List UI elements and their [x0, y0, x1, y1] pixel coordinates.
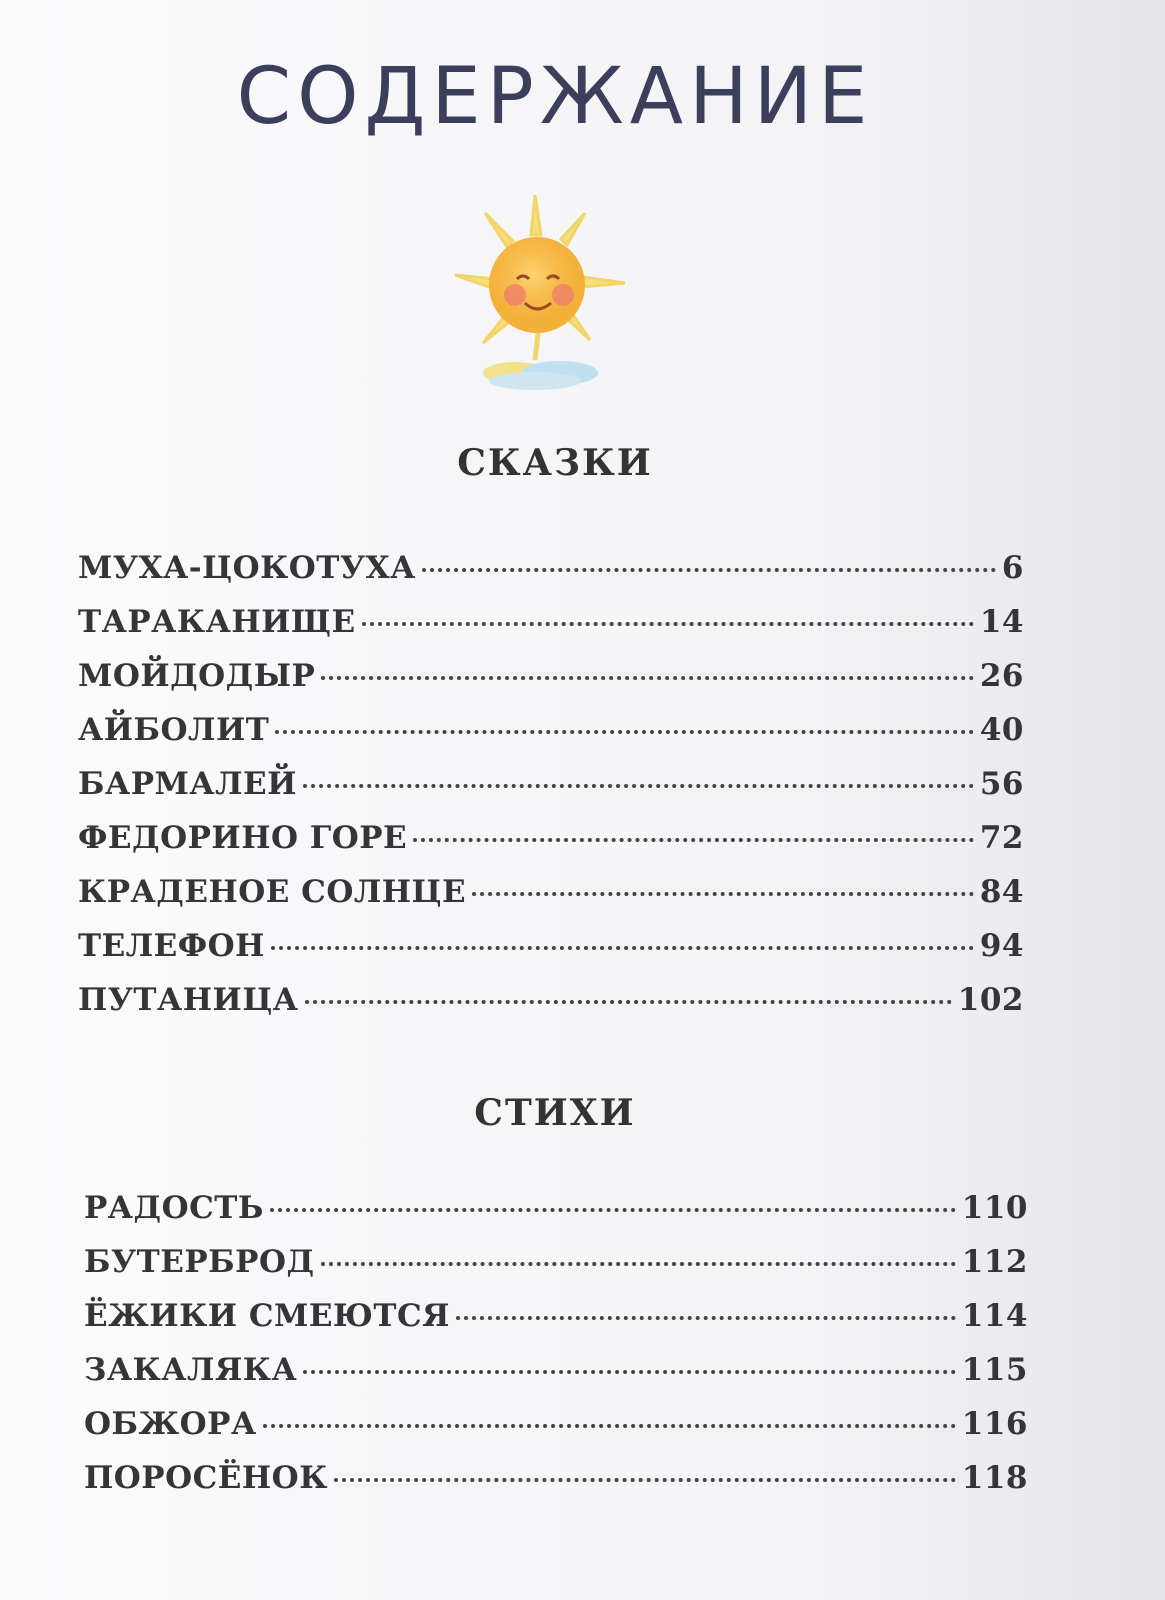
- toc-item[interactable]: [78, 982, 1024, 1036]
- dot-leader: [275, 730, 974, 734]
- toc-item-page: 116: [961, 1406, 1028, 1442]
- toc-item[interactable]: [78, 766, 1024, 820]
- toc-item-page: 110: [961, 1190, 1028, 1226]
- toc-item[interactable]: [84, 1244, 1028, 1298]
- toc-item[interactable]: [78, 928, 1024, 982]
- dot-leader: [305, 1000, 952, 1004]
- dot-leader: [321, 1262, 956, 1266]
- toc-item-page: 26: [979, 658, 1024, 694]
- dot-leader: [413, 838, 974, 842]
- toc-item[interactable]: [84, 1190, 1028, 1244]
- toc-item[interactable]: [84, 1298, 1028, 1352]
- toc-item-title: АЙБОЛИТ: [78, 712, 270, 748]
- toc-item-page: 56: [979, 766, 1024, 802]
- toc-item-title: ТЕЛЕФОН: [78, 928, 265, 964]
- toc-item-title: ФЕДОРИНО ГОРЕ: [78, 820, 408, 856]
- toc-item[interactable]: [78, 604, 1024, 658]
- toc-item[interactable]: [84, 1352, 1028, 1406]
- toc-list-skazki: [78, 550, 1024, 1036]
- toc-item-page: 6: [1001, 550, 1024, 586]
- toc-item-title: ОБЖОРА: [84, 1406, 257, 1442]
- page-title: СОДЕРЖАНИЕ: [236, 52, 874, 142]
- toc-item-title: МУХА-ЦОКОТУХА: [78, 550, 416, 586]
- dot-leader: [362, 622, 974, 626]
- toc-item-title: КРАДЕНОЕ СОЛНЦЕ: [78, 874, 467, 910]
- dot-leader: [263, 1424, 956, 1428]
- toc-item-page: 115: [961, 1352, 1028, 1388]
- toc-item-title: РАДОСТЬ: [84, 1190, 264, 1226]
- toc-item-page: 102: [957, 982, 1024, 1018]
- toc-item[interactable]: [84, 1406, 1028, 1460]
- dot-leader: [472, 892, 974, 896]
- toc-item-title: БАРМАЛЕЙ: [78, 766, 297, 802]
- dot-leader: [271, 946, 974, 950]
- toc-item-page: 84: [979, 874, 1024, 910]
- toc-item[interactable]: [78, 874, 1024, 928]
- toc-item[interactable]: [78, 550, 1024, 604]
- toc-item[interactable]: [78, 712, 1024, 766]
- toc-item-title: ПУТАНИЦА: [78, 982, 299, 1018]
- dot-leader: [422, 568, 996, 572]
- toc-item-title: ЁЖИКИ СМЕЮТСЯ: [84, 1298, 450, 1334]
- toc-item[interactable]: [84, 1460, 1028, 1514]
- toc-item-page: 114: [961, 1298, 1028, 1334]
- dot-leader: [456, 1316, 956, 1320]
- toc-item-page: 94: [979, 928, 1024, 964]
- toc-item-page: 40: [979, 712, 1024, 748]
- toc-item-page: 14: [979, 604, 1024, 640]
- toc-item-page: 118: [961, 1460, 1028, 1496]
- toc-item-title: ТАРАКАНИЩЕ: [78, 604, 356, 640]
- toc-item-title: ЗАКАЛЯКА: [84, 1352, 298, 1388]
- toc-item-title: БУТЕРБРОД: [84, 1244, 315, 1280]
- dot-leader: [334, 1478, 956, 1482]
- toc-item[interactable]: [78, 820, 1024, 874]
- toc-item[interactable]: [78, 658, 1024, 712]
- toc-item-title: МОЙДОДЫР: [78, 658, 316, 694]
- toc-item-page: 112: [961, 1244, 1028, 1280]
- toc-item-title: ПОРОСЁНОК: [84, 1460, 328, 1496]
- section-title-stikhi: СТИХИ: [474, 1092, 636, 1134]
- dot-leader: [270, 1208, 956, 1212]
- sun-icon: [455, 195, 625, 405]
- toc-list-stikhi: [84, 1190, 1028, 1514]
- dot-leader: [321, 676, 974, 680]
- toc-item-page: 72: [979, 820, 1024, 856]
- section-title-skazki: СКАЗКИ: [457, 442, 653, 484]
- dot-leader: [303, 1370, 956, 1374]
- dot-leader: [303, 784, 974, 788]
